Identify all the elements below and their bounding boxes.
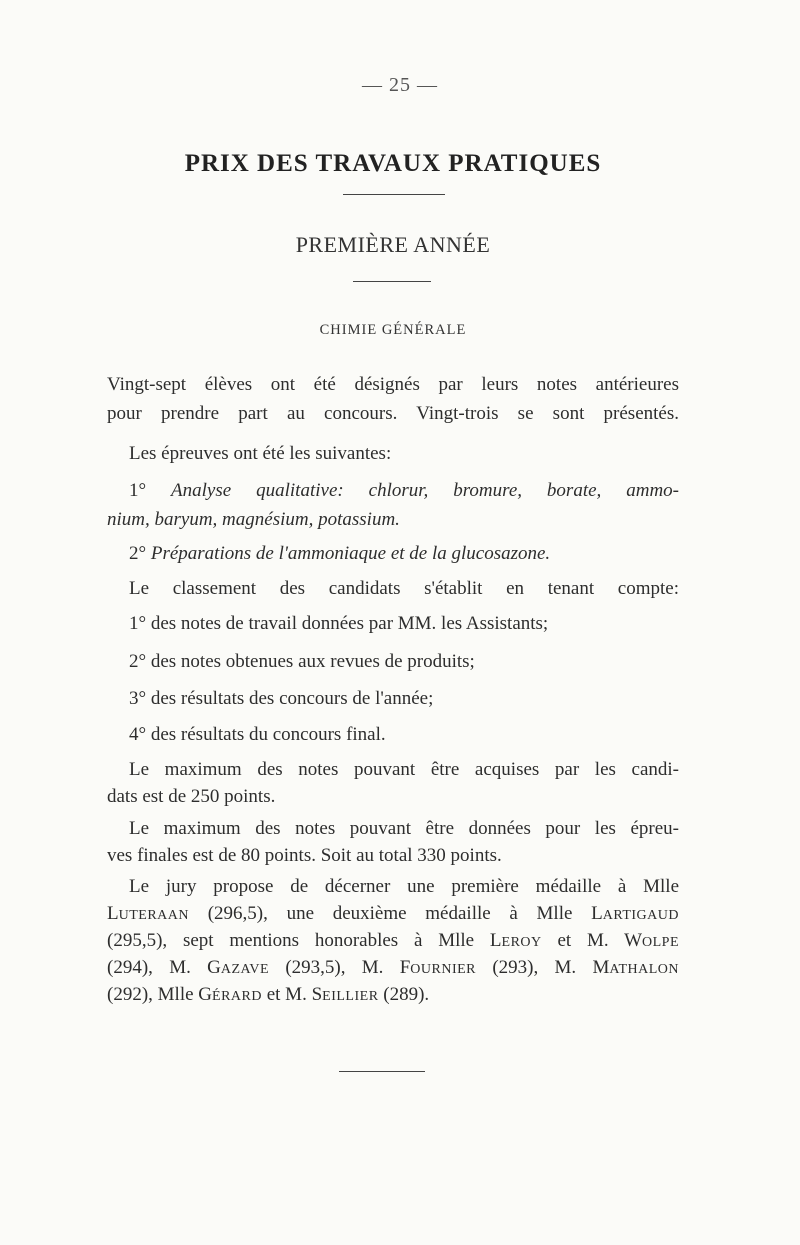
paragraph-1-line-2: pour prendre part au concours. Vingt-trois se sont présentés. xyxy=(107,403,679,424)
jury-line-3: (295,5), sept mentions honorables à Mlle LEROY et M. WOLPE xyxy=(107,930,680,951)
classement-intro: Le classement des candidats s'établit en tenant compte: xyxy=(129,578,679,599)
section-divider xyxy=(353,281,431,282)
critere-2: 2° des notes obtenues aux revues de produits; xyxy=(129,651,475,672)
paragraph-1-line-1: Vingt-sept élèves ont été désignés par leurs notes antérieures xyxy=(107,374,679,395)
section-title: PREMIÈRE ANNÉE xyxy=(295,232,491,257)
epreuve-1-number: 1° xyxy=(129,480,147,501)
epreuve-1-text: Analyse qualitative: chlorur, bromure, borate, ammo- xyxy=(171,480,679,501)
critere-4: 4° des résultats du concours final. xyxy=(129,724,386,745)
epreuve-1-line-2: nium, baryum, magnésium, potassium. xyxy=(107,509,400,530)
jury-line-2: LUTERAAN (296,5), une deuxième médaille à Mlle LARTIGAUD xyxy=(107,903,679,924)
page-title: PRIX DES TRAVAUX PRATIQUES xyxy=(184,150,602,177)
end-divider xyxy=(339,1071,425,1072)
subsection-title: CHIMIE GÉNÉRALE xyxy=(319,322,467,338)
epreuves-intro: Les épreuves ont été les suivantes: xyxy=(129,443,392,464)
jury-line-1: Le jury propose de décerner une première médaille à Mlle xyxy=(129,876,679,897)
jury-line-4: (294), M. GAZAVE (293,5), M. FOURNIER (293), M. MATHALON xyxy=(107,957,679,978)
maximum-2-line-2: ves finales est de 80 points. Soit au total 330 points. xyxy=(107,845,502,866)
epreuve-2-text: Préparations de l'ammoniaque et de la glucosazone. xyxy=(150,543,551,564)
title-divider xyxy=(343,194,445,195)
jury-line-5: (292), Mlle GÉRARD et M. SEILLIER (289). xyxy=(107,984,430,1005)
critere-3: 3° des résultats des concours de l'année; xyxy=(129,688,434,709)
maximum-1-line-1: Le maximum des notes pouvant être acquises par les candi- xyxy=(129,759,679,780)
critere-1: 1° des notes de travail données par MM. les Assistants; xyxy=(129,613,549,634)
page-number: — 25 — xyxy=(362,74,438,96)
epreuve-2-number: 2° xyxy=(129,543,147,564)
epreuve-2 xyxy=(129,541,679,567)
maximum-1-line-2: dats est de 250 points. xyxy=(107,786,276,807)
epreuve-1-line-1 xyxy=(129,478,679,504)
maximum-2-line-1: Le maximum des notes pouvant être données pour les épreu- xyxy=(129,818,679,839)
